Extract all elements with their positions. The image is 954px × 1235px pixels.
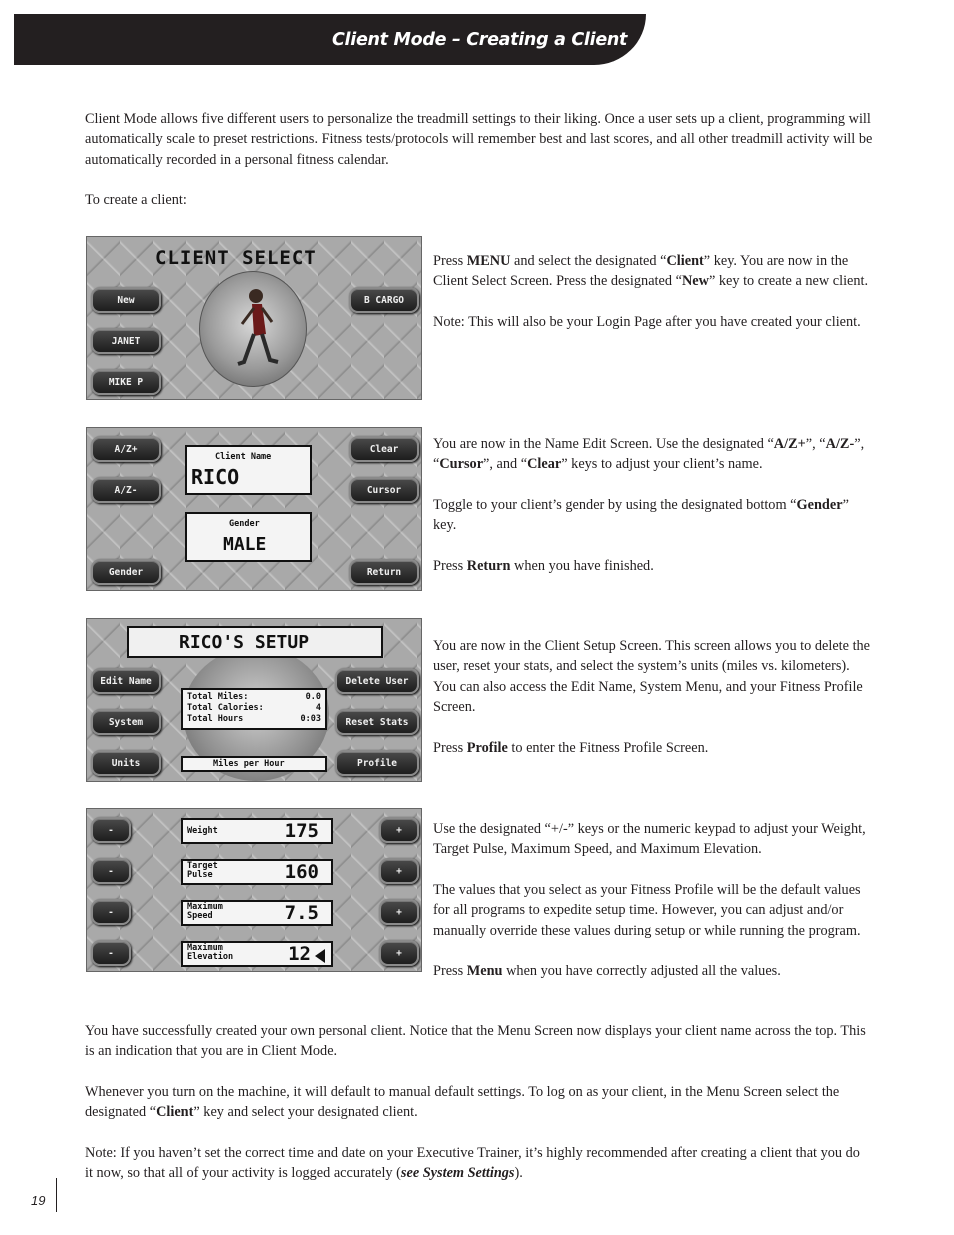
step1-note: Note: This will also be your Login Page after you have created your client. bbox=[433, 313, 861, 330]
weight-plus-button: + bbox=[379, 817, 419, 843]
step-client-setup-text bbox=[433, 636, 873, 758]
step4-menu: Press Menu when you have correctly adjusted all the values. bbox=[433, 963, 781, 980]
step-fitness-profile-text bbox=[433, 819, 873, 981]
step4-paragraph: Use the designated “+/-” keys or the numeric keypad to adjust your Weight, Target Pulse, Maximum Speed, and Maximum Elevation. bbox=[433, 821, 866, 858]
step2-gender: Toggle to your client’s gender by using the designated bottom “Gender” key. bbox=[433, 496, 849, 534]
max-elevation-value: 12 bbox=[288, 943, 311, 965]
see-system-settings-ref: see System Settings bbox=[400, 1165, 515, 1182]
closing-note: Note: If you haven’t set the correct time and date on your Executive Trainer, it’s highly recommended after creating a client that you do it now, so that all of your activity is logged accurately (see System Settings). bbox=[85, 1144, 860, 1182]
new-client-button: New bbox=[91, 287, 161, 313]
step1-paragraph: Press MENU and select the designated “Client” key. You are now in the Client Select Screen. Press the designated “New” key to create a new client. bbox=[433, 253, 869, 290]
units-value-panel: Miles per Hour bbox=[181, 756, 327, 772]
pulse-plus-button: + bbox=[379, 858, 419, 884]
step4-defaults: The values that you select as your Fitness Profile will be the default values for all programs to expedite setup time. However, you can adjust and/or manually override these values during setup or while running the program. bbox=[433, 881, 861, 939]
units-button: Units bbox=[91, 750, 161, 776]
stats-panel: Total Miles: 0.0 Total Calories: 4 Total Hours 0:03 bbox=[181, 688, 327, 730]
setup-title: RICO'S SETUP bbox=[179, 632, 310, 653]
az-plus-button: A/Z+ bbox=[91, 436, 161, 462]
cursor-marker-icon bbox=[315, 949, 325, 963]
system-button: System bbox=[91, 709, 161, 735]
elevation-plus-button: + bbox=[379, 940, 419, 966]
to-create-line: To create a client: bbox=[85, 192, 187, 209]
client-select-screenshot bbox=[86, 236, 422, 400]
runner-photo bbox=[199, 271, 307, 387]
max-speed-value: 7.5 bbox=[284, 902, 319, 924]
page-number: 19 bbox=[31, 1193, 46, 1208]
closing-login: Whenever you turn on the machine, it will default to manual default settings. To log on as your client, in the Menu Screen select the designated “Client” key and select your designated client. bbox=[85, 1083, 840, 1121]
reset-stats-button: Reset Stats bbox=[335, 709, 419, 735]
setup-title-panel bbox=[127, 626, 383, 658]
return-button: Return bbox=[349, 559, 419, 585]
weight-value: 175 bbox=[284, 820, 319, 842]
cursor-button: Cursor bbox=[349, 477, 419, 503]
target-pulse-value: 160 bbox=[284, 861, 319, 883]
max-elevation-panel: Maximum Elevation 12 bbox=[181, 941, 333, 967]
intro-paragraph: Client Mode allows five different users to personalize the treadmill settings to their liking. Once a user sets up a client, programming will automatically scale to preset restrictions. Fitness tests/protocols will remember best and last scores, and all other treadmill activity will be automatically recorded in a personal fitness calendar. bbox=[85, 111, 873, 168]
footer-divider bbox=[56, 1178, 57, 1212]
clear-button: Clear bbox=[349, 436, 419, 462]
max-speed-panel: Maximum Speed 7.5 bbox=[181, 900, 333, 926]
weight-minus-button: - bbox=[91, 817, 131, 843]
gender-button: Gender bbox=[91, 559, 161, 585]
weight-panel: Weight 175 bbox=[181, 818, 333, 844]
step3-paragraph: You are now in the Client Setup Screen. This screen allows you to delete the user, reset your stats, and select the system’s units (miles vs. kilometers). You can also access the Edit Name, System Menu, and your Fitness Profile Screen. bbox=[433, 638, 871, 716]
fitness-profile-screenshot bbox=[86, 808, 422, 972]
closing-text bbox=[85, 1021, 870, 1183]
step2-return: Press Return when you have finished. bbox=[433, 557, 654, 574]
name-edit-screenshot bbox=[86, 427, 422, 591]
client-mike-button: MIKE P bbox=[91, 369, 161, 395]
step2-paragraph: You are now in the Name Edit Screen. Use the designated “A/Z+”, “A/Z-”, “Cursor”, and “Clear” keys to adjust your client’s name. bbox=[433, 436, 865, 473]
intro-text bbox=[85, 109, 875, 211]
client-setup-screenshot bbox=[86, 618, 422, 782]
step-client-select-text bbox=[433, 251, 873, 332]
step3-profile: Press Profile to enter the Fitness Profile Screen. bbox=[433, 739, 709, 756]
page-title: Client Mode – Creating a Client bbox=[332, 30, 628, 50]
client-name-panel: Client Name RICO bbox=[185, 445, 312, 495]
client-bcargo-button: B CARGO bbox=[349, 287, 419, 313]
gender-panel: Gender MALE bbox=[185, 512, 312, 562]
client-name-value: RICO bbox=[191, 465, 240, 489]
profile-button: Profile bbox=[335, 750, 419, 776]
elevation-minus-button: - bbox=[91, 940, 131, 966]
edit-name-button: Edit Name bbox=[91, 668, 161, 694]
runner-icon bbox=[200, 272, 306, 386]
closing-success: You have successfully created your own personal client. Notice that the Menu Screen now displays your client name across the top. This is an indication that you are in Client Mode. bbox=[85, 1023, 866, 1060]
client-janet-button: JANET bbox=[91, 328, 161, 354]
speed-plus-button: + bbox=[379, 899, 419, 925]
client-select-title: CLIENT SELECT bbox=[155, 247, 317, 269]
gender-value: MALE bbox=[223, 534, 267, 555]
az-minus-button: A/Z- bbox=[91, 477, 161, 503]
pulse-minus-button: - bbox=[91, 858, 131, 884]
target-pulse-panel: Target Pulse 160 bbox=[181, 859, 333, 885]
speed-minus-button: - bbox=[91, 899, 131, 925]
delete-user-button: Delete User bbox=[335, 668, 419, 694]
step-name-edit-text bbox=[433, 434, 873, 576]
